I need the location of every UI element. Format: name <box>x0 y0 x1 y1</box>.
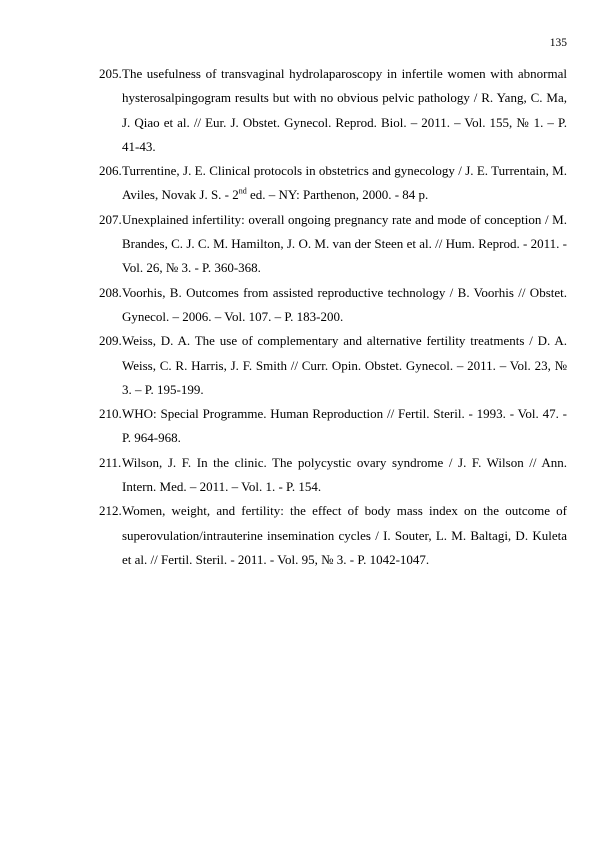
reference-item <box>99 159 567 208</box>
reference-text: The usefulness of transvaginal hydrolaparoscopy in infertile women with abnormal hysterosalpingogram results but with no obvious pelvic pathology / R. Yang, C. Ma, J. Qiao et al. // Eur. J. Obstet. Gynecol. Reprod. Biol. – 2011. – Vol. 155, № 1. – P. 41-43. <box>122 66 567 154</box>
page-number: 135 <box>549 37 567 49</box>
reference-number: 208. <box>99 284 122 300</box>
reference-item <box>99 62 567 159</box>
reference-list <box>99 62 567 572</box>
reference-item <box>99 402 567 451</box>
reference-text: WHO: Special Programme. Human Reproduction // Fertil. Steril. - 1993. - Vol. 47. - P. 964-968. <box>122 406 567 446</box>
reference-text: Wilson, J. F. In the clinic. The polycystic ovary syndrome / J. F. Wilson // Ann. Intern. Med. – 2011. – Vol. 1. - P. 154. <box>122 454 567 495</box>
reference-number: 210. <box>99 406 122 422</box>
reference-number: 212. <box>99 503 122 519</box>
reference-item <box>99 451 567 500</box>
reference-text-part: Turrentine, J. E. Clinical protocols in obstetrics and gynecology / J. E. Turrentain, M. Aviles, Novak J. S. - 2 <box>122 163 567 203</box>
reference-number: 206. <box>99 163 122 179</box>
reference-item <box>99 329 567 402</box>
reference-text: Weiss, D. A. The use of complementary and alternative fertility treatments / D. A. Weiss, C. R. Harris, J. F. Smith // Curr. Opin. Obstet. Gynecol. – 2011. – Vol. 23, № 3. – P. 195-199. <box>122 333 567 397</box>
reference-text: Unexplained infertility: overall ongoing pregnancy rate and mode of conception / M. Brandes, C. J. C. M. Hamilton, J. O. M. van der Steen et al. // Hum. Reprod. - 2011. - Vol. 26, № 3. - P. 360-368. <box>122 211 567 276</box>
reference-text: Voorhis, B. Outcomes from assisted reproductive technology / B. Voorhis // Obstet. Gynecol. – 2006. – Vol. 107. – P. 183-200. <box>122 284 567 324</box>
reference-text-part: ed. – NY: Parthenon, 2000. - 84 p. <box>246 187 429 203</box>
reference-number: 205. <box>99 66 122 81</box>
reference-item <box>99 281 567 330</box>
reference-number: 207. <box>99 211 122 227</box>
reference-item <box>99 208 567 281</box>
edition-superscript: nd <box>238 187 247 197</box>
reference-number: 209. <box>99 333 122 349</box>
reference-text <box>122 163 567 202</box>
reference-text: Women, weight, and fertility: the effect of body mass index on the outcome of superovulation/intrauterine insemination cycles / I. Souter, L. M. Baltagi, D. Kuleta et al. // Fertil. Steril. - 2011. - Vol. 95, № 3. - P. 1042-1047. <box>122 503 567 567</box>
reference-number: 211. <box>99 454 122 470</box>
reference-item <box>99 499 567 572</box>
